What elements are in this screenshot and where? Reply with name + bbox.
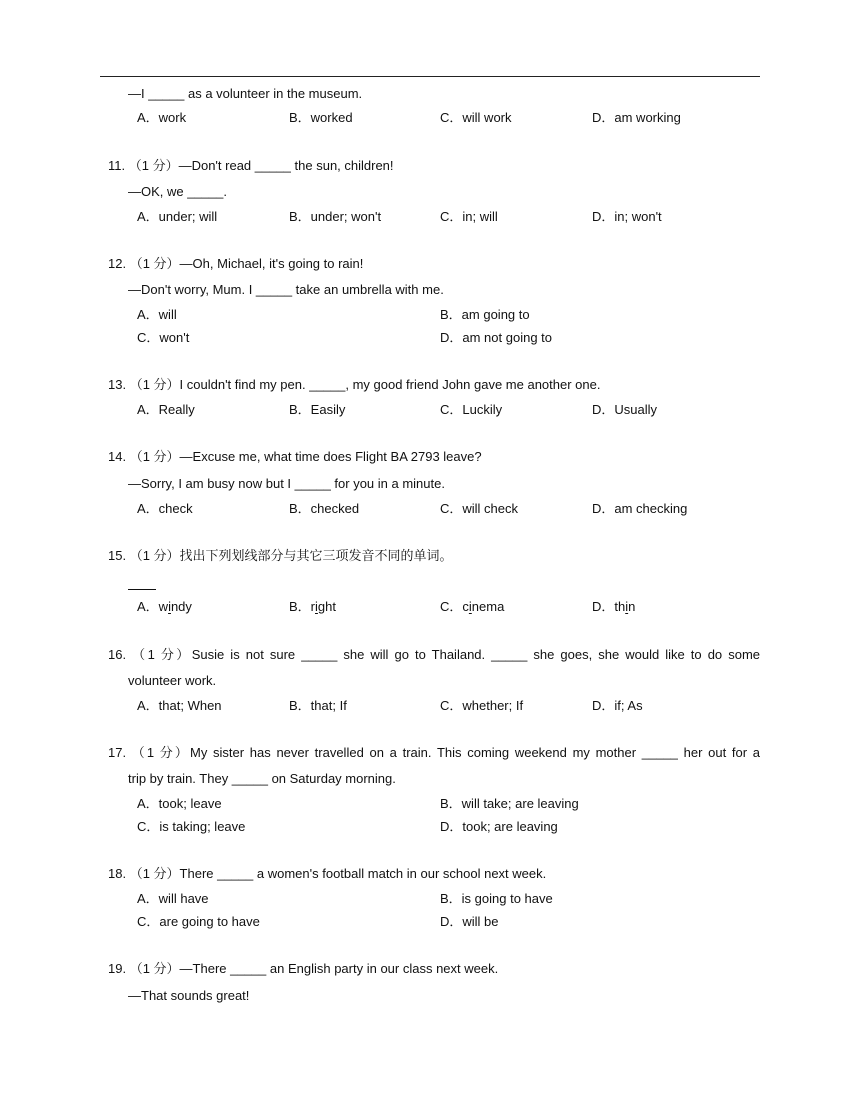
question-score: （1 分） <box>129 866 180 881</box>
question-text: —Excuse me, what time does Flight BA 2793 leave? <box>179 449 482 464</box>
option-a: A．under; will <box>137 209 218 224</box>
option-d: D．will be <box>440 914 499 929</box>
option-b: B．will take; are leaving <box>440 796 579 811</box>
question-text: My sister has never travelled on a train. This coming weekend my mother _____ her out for a <box>189 745 760 760</box>
option-b: B．is going to have <box>440 891 553 906</box>
question-number: 19. <box>108 961 127 976</box>
question-text: 找出下列划线部分与其它三项发音不同的单词。 <box>179 548 453 563</box>
option-a: A．check <box>137 501 193 516</box>
question-number: 16. <box>108 647 127 662</box>
question-score: （1 分） <box>128 158 179 173</box>
header-rule <box>100 76 760 77</box>
question-score: （1 分） <box>129 256 180 271</box>
answer-blank <box>128 578 156 594</box>
option-c: C．whether; If <box>440 698 524 713</box>
question-17-line-2: trip by train. They _____ on Saturday morning. <box>128 771 396 786</box>
option-d: D．Usually <box>592 402 658 417</box>
question-12-header <box>108 256 363 272</box>
question-14-header <box>108 449 482 465</box>
question-text: Susie is not sure _____ she will go to Thailand. _____ she goes, she would like to do some <box>191 647 760 662</box>
question-number: 12. <box>108 256 127 271</box>
option-a: A．that; When <box>137 698 222 713</box>
question-14-line-2: —Sorry, I am busy now but I _____ for you in a minute. <box>128 476 445 491</box>
question-number: 14. <box>108 449 127 464</box>
option-c: C．will work <box>440 110 512 125</box>
question-score: （1 分） <box>129 548 180 563</box>
question-18-header <box>108 866 546 882</box>
option-a: A．took; leave <box>137 796 222 811</box>
question-text: I couldn't find my pen. _____, my good friend John gave me another one. <box>179 377 601 392</box>
option-a: A．will <box>137 307 177 322</box>
question-16-header <box>108 647 760 663</box>
question-text: —There _____ an English party in our class next week. <box>179 961 499 976</box>
question-score: （1 分） <box>129 449 180 464</box>
option-c: C．won't <box>137 330 190 345</box>
option-b: B．under; won't <box>289 209 382 224</box>
option-b: B．worked <box>289 110 353 125</box>
option-b: B．am going to <box>440 307 530 322</box>
question-12-line-2: —Don't worry, Mum. I _____ take an umbrella with me. <box>128 282 444 297</box>
option-a: A．windy <box>137 599 192 614</box>
option-d: D．took; are leaving <box>440 819 558 834</box>
option-c: C．will check <box>440 501 519 516</box>
option-a: A．work <box>137 110 187 125</box>
option-b: B．checked <box>289 501 360 516</box>
option-d: D．thin <box>592 599 636 614</box>
question-11-line-2: —OK, we _____. <box>128 184 227 199</box>
option-d: D．am checking <box>592 501 688 516</box>
option-c: C．in; will <box>440 209 498 224</box>
question-number: 13. <box>108 377 127 392</box>
question-13-header <box>108 377 600 393</box>
question-text: —Oh, Michael, it's going to rain! <box>179 256 364 271</box>
option-d: D．am working <box>592 110 681 125</box>
question-16-line-2: volunteer work. <box>128 673 217 688</box>
question-11-header <box>108 158 394 174</box>
question-score: （1 分） <box>131 745 190 760</box>
option-c: C．are going to have <box>137 914 260 929</box>
option-c: C．cinema <box>440 599 505 614</box>
question-number: 18. <box>108 866 127 881</box>
option-c: C．is taking; leave <box>137 819 246 834</box>
question-score: （1 分） <box>129 961 180 976</box>
question-score: （1 分） <box>129 377 180 392</box>
question-10-stem: —I _____ as a volunteer in the museum. <box>128 86 363 101</box>
option-b: B．Easily <box>289 402 346 417</box>
question-number: 11. <box>108 158 126 173</box>
question-score: （1 分） <box>132 647 192 662</box>
question-19-line-2: —That sounds great! <box>128 988 250 1003</box>
option-d: D．in; won't <box>592 209 662 224</box>
question-17-header <box>108 745 760 761</box>
option-c: C．Luckily <box>440 402 503 417</box>
option-d: D．if; As <box>592 698 643 713</box>
option-b: B．right <box>289 599 336 614</box>
option-b: B．that; If <box>289 698 347 713</box>
option-a: A．Really <box>137 402 195 417</box>
question-19-header <box>108 961 498 977</box>
option-a: A．will have <box>137 891 209 906</box>
question-15-header <box>108 548 453 564</box>
question-text: There _____ a women's football match in our school next week. <box>179 866 547 881</box>
question-number: 17. <box>108 745 127 760</box>
question-number: 15. <box>108 548 127 563</box>
question-text: —Don't read _____ the sun, children! <box>178 158 394 173</box>
option-d: D．am not going to <box>440 330 553 345</box>
